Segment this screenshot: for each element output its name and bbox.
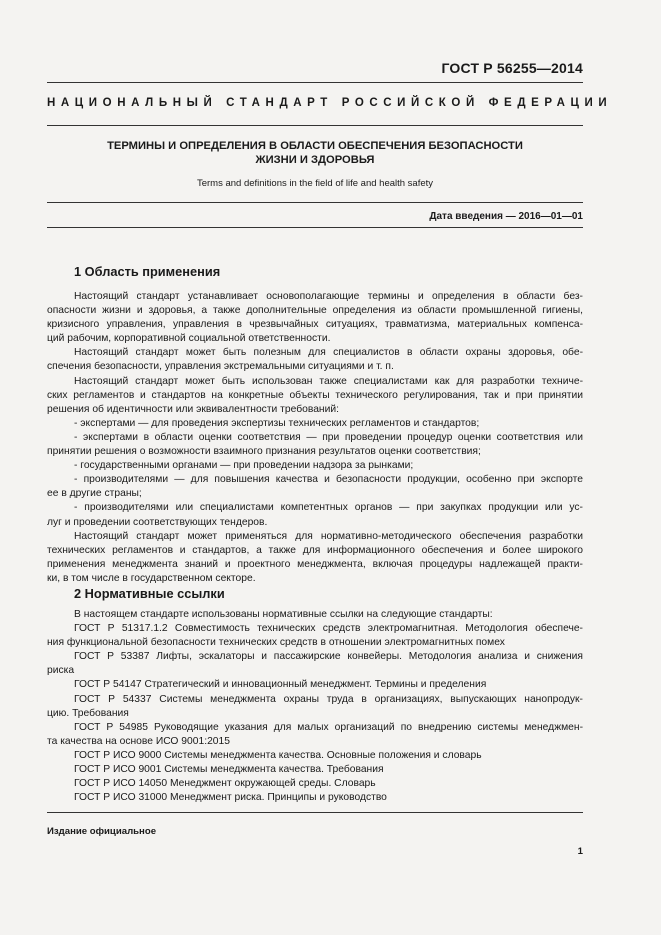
text-line: ций рабочим, корпоративной социальной ответственности. xyxy=(47,333,331,345)
section-1-heading: 1 Область применения xyxy=(74,264,221,279)
document-title-line: ЖИЗНИ И ЗДОРОВЬЯ xyxy=(255,154,375,166)
text-line: решения об идентичности или эквивалентности требований: xyxy=(47,403,339,415)
section-2-heading: 2 Нормативные ссылки xyxy=(74,586,225,601)
reference-item: ГОСТ Р 54337 Системы менеджмента охраны труда в организациях, выпускающих нанопродук- xyxy=(74,693,583,705)
text-line: Настоящий стандарт может применяться для нормативно-методического обеспечения разработки xyxy=(74,530,583,542)
english-title: Terms and definitions in the field of life and health safety xyxy=(196,178,434,189)
text-line: риска xyxy=(47,665,75,677)
effective-date: Дата введения — 2016—01—01 xyxy=(429,211,583,222)
text-line: спечения безопасности, управления экстремальными ситуациями и т. п. xyxy=(47,361,394,373)
text-line: Настоящий стандарт может быть использован также специалистами как для разработки техниче- xyxy=(74,375,583,387)
list-item: - экспертами в области оценки соответствия — при проведении процедур оценки соответствия или xyxy=(74,431,583,443)
text-line: В настоящем стандарте использованы нормативные ссылки на следующие стандарты: xyxy=(74,609,493,620)
section-2-body xyxy=(47,608,583,805)
reference-item: ГОСТ Р 51317.1.2 Совместимость технических средств электромагнитная. Методология обеспече- xyxy=(74,623,583,635)
reference-item: ГОСТ Р ИСО 9000 Системы менеджмента качества. Основные положения и словарь xyxy=(74,749,482,761)
reference-item: ГОСТ Р 54147 Стратегический и инновационный менеджмент. Термины и пределения xyxy=(74,679,487,691)
reference-item: ГОСТ Р ИСО 14050 Менеджмент окружающей среды. Словарь xyxy=(74,778,376,790)
document-id: ГОСТ Р 56255—2014 xyxy=(441,60,583,76)
text-line: ния функциональной безопасности технических средств в отношении электромагнитных помех xyxy=(47,637,505,649)
text-line: цию. Требования xyxy=(47,707,129,719)
reference-item: ГОСТ Р 54985 Руководящие указания для малых организаций по внедрению системы менеджмен- xyxy=(74,721,583,733)
list-item: - производителями — для повышения качества и безопасности продукции, особенно при экспорте xyxy=(74,474,583,486)
text-line: ки, в том числе в государственном секторе. xyxy=(47,572,256,584)
header-rule-bottom xyxy=(47,125,583,126)
section-1-body xyxy=(47,290,583,586)
national-standard-label: НАЦИОНАЛЬНЫЙ СТАНДАРТ РОССИЙСКОЙ ФЕДЕРАЦИИ xyxy=(47,97,613,109)
document-title-line: ТЕРМИНЫ И ОПРЕДЕЛЕНИЯ В ОБЛАСТИ ОБЕСПЕЧЕНИЯ БЕЗОПАСНОСТИ xyxy=(107,140,523,152)
text-line: применения менеджмента знаний и проектного менеджмента, включая процедуры надлежащей практи- xyxy=(47,558,583,570)
text-line: Настоящий стандарт может быть полезным для специалистов в области охраны здоровья, обе- xyxy=(74,347,583,359)
text-line: технических регламентов и стандартов, а также для информационного обеспечения и более широкого xyxy=(47,544,583,556)
document-title xyxy=(47,139,583,167)
text-line: опасности жизни и здоровья, а также дополнительные определения из области промышленной гигиены, xyxy=(47,305,583,317)
text-line: ских регламентов и стандартов на конкретные объекты технического регулирования, так и при принятии xyxy=(47,389,583,401)
text-line: луг и проведении соответствующих тендеров. xyxy=(47,516,268,528)
text-line: ее в другие страны; xyxy=(47,488,142,500)
header-rule-top xyxy=(47,82,583,83)
list-item: - государственными органами — при проведении надзора за рынками; xyxy=(74,460,414,472)
text-line: Настоящий стандарт устанавливает основополагающие термины и определения в области без- xyxy=(74,291,583,302)
title-rule xyxy=(47,202,583,203)
page-number: 1 xyxy=(577,846,583,857)
list-item: - производителями или специалистами компетентных органов — при закупках продукции или ус- xyxy=(74,502,583,514)
date-rule xyxy=(47,227,583,228)
edition-label: Издание официальное xyxy=(47,826,157,837)
text-line: кризисного управления, управления в чрезвычайных ситуациях, травматизма, материальных компенса- xyxy=(47,319,583,331)
text-line: принятии решения о возможности взаимного признания результатов оценки соответствия; xyxy=(47,446,481,458)
reference-item: ГОСТ Р ИСО 9001 Системы менеджмента качества. Требования xyxy=(74,764,384,776)
footer-rule xyxy=(47,812,583,813)
reference-item: ГОСТ Р ИСО 31000 Менеджмент риска. Принципы и руководство xyxy=(74,792,387,804)
list-item: - экспертами — для проведения экспертизы технических регламентов и стандартов; xyxy=(74,417,480,429)
reference-item: ГОСТ Р 53387 Лифты, эскалаторы и пассажирские конвейеры. Методология анализа и снижения xyxy=(74,651,583,663)
text-line: та качества на основе ИСО 9001:2015 xyxy=(47,735,230,747)
